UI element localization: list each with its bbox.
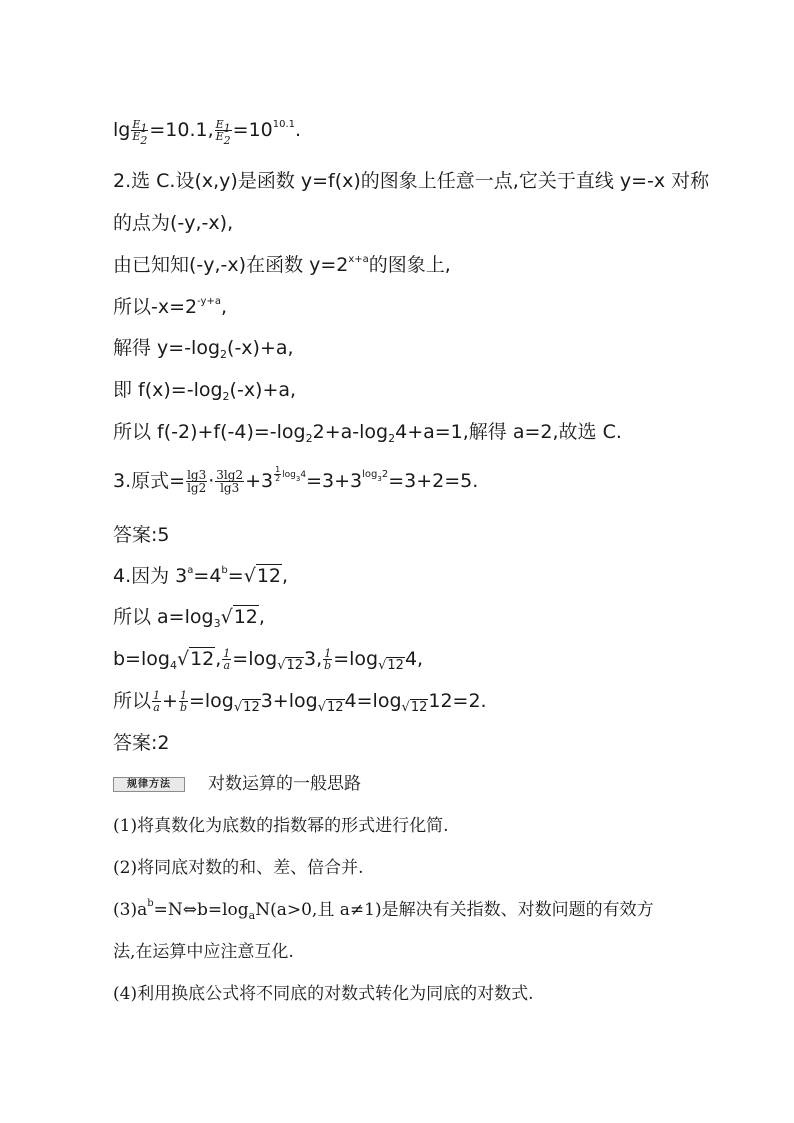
denominator: b: [179, 701, 187, 714]
text: 所以: [113, 690, 152, 712]
sqrt: √12: [243, 565, 281, 587]
numerator: 1: [223, 647, 231, 660]
text: 4: [300, 470, 307, 480]
subscript: 2: [388, 432, 396, 445]
text: =3+3: [306, 470, 363, 492]
fraction-1-a: [152, 690, 161, 713]
exponent: 10.1: [272, 119, 296, 130]
method-badge-label: 规律方法: [113, 777, 185, 792]
radicand: 12: [190, 648, 215, 670]
text: 所以 f(-2)+f(-4)=-log: [113, 421, 306, 443]
text: N(a>0,且 a≠1)是解决有关指数、对数问题的有效方: [255, 900, 654, 920]
text: 3,: [304, 648, 323, 670]
text: ,: [220, 296, 228, 318]
text: (-x)+a,: [229, 379, 297, 401]
numerator: E: [132, 118, 141, 131]
text: 2+a-log: [312, 421, 389, 443]
subscript: a: [248, 909, 256, 922]
denominator: lg2: [187, 481, 207, 495]
text: (3)a: [113, 900, 148, 920]
solution-4-line-3: [113, 647, 423, 671]
text: 4.因为 3: [113, 565, 188, 587]
text: 3+log: [260, 690, 318, 712]
text: =log: [333, 648, 379, 670]
numerator: E: [215, 118, 224, 131]
text: =log: [188, 690, 234, 712]
exponent: -y+a: [197, 296, 221, 307]
dot: ·: [208, 470, 215, 492]
numerator: 1: [179, 689, 187, 702]
text: (-x)+a,: [227, 337, 294, 359]
tip-heading: 对数运算的一般思路: [208, 774, 361, 794]
equation-text: =10: [232, 119, 273, 141]
sqrt-subscript: √12: [233, 700, 260, 715]
lg-text: lg: [113, 119, 131, 141]
text: 3.原式=: [113, 470, 186, 492]
subscript: 2: [305, 432, 313, 445]
text: +: [162, 690, 178, 712]
answer-1: 答案:5: [113, 524, 170, 546]
radicand: 12: [387, 658, 404, 673]
radicand: 12: [410, 700, 428, 715]
text: 4+a=1,解得 a=2,故选 C.: [395, 421, 622, 443]
subscript: 1: [223, 122, 231, 135]
text: 所以-x=2: [113, 296, 198, 318]
solution-3-line: [113, 466, 478, 494]
numerator: 3lg2: [216, 468, 244, 482]
exponent: b: [147, 898, 154, 909]
radicand: 12: [286, 658, 304, 673]
denominator: E: [132, 130, 141, 143]
subscript: 3: [213, 617, 221, 630]
exponent: [362, 469, 389, 483]
fraction-3lg2-lg3: [215, 469, 244, 494]
fraction-half: [274, 466, 281, 483]
radicand: 12: [256, 565, 281, 587]
solution-4-line-2: [113, 605, 265, 629]
sqrt-subscript: √12: [317, 700, 344, 715]
text: =log: [232, 648, 278, 670]
denominator: lg3: [215, 481, 244, 494]
text: =N⇔b=log: [153, 900, 249, 920]
radicand: 12: [327, 700, 344, 715]
solution-2-line-3: [113, 253, 451, 277]
text: 所以 a=log: [113, 606, 214, 628]
text: ,: [258, 606, 265, 628]
tip-point-1: (1)将真数化为底数的指数幂的形式进行化简.: [113, 816, 449, 836]
method-badge: [113, 776, 187, 792]
tip-point-3: [113, 898, 654, 922]
sqrt-subscript: √12: [378, 658, 404, 673]
numerator: 1: [324, 647, 332, 660]
fraction-1-b: [323, 648, 332, 671]
text: 12=2.: [428, 690, 487, 712]
tip-point-4: (4)利用换底公式将不同底的对数式转化为同底的对数式.: [113, 984, 534, 1004]
tip-point-2: (2)将同底对数的和、差、倍合并.: [113, 858, 364, 878]
text: 解得 y=-log: [113, 337, 221, 359]
fraction-e1-e2: [131, 118, 148, 147]
numerator: lg3: [187, 468, 207, 482]
solution-2-line-2: 的点为(-y,-x),: [113, 212, 234, 234]
sqrt-subscript: √12: [277, 658, 304, 673]
denominator: b: [324, 659, 332, 672]
text: log: [282, 470, 296, 480]
exponent: b: [221, 565, 228, 576]
text: ,: [215, 648, 222, 670]
solution-2-line-1: 2.选 C.设(x,y)是函数 y=f(x)的图象上任意一点,它关于直线 y=-x 对称: [113, 170, 710, 192]
text: 4=log: [344, 690, 402, 712]
text: 4,: [404, 648, 424, 670]
denominator: E: [215, 130, 224, 143]
numerator: 1: [275, 465, 281, 474]
denominator: a: [153, 701, 160, 714]
subscript: 1: [140, 122, 148, 135]
numerator: 1: [153, 689, 161, 702]
solution-2-line-7: [113, 420, 622, 444]
equation-text: .: [295, 119, 302, 141]
text: =: [227, 565, 244, 587]
sqrt: √12: [176, 648, 215, 670]
text: =4: [193, 565, 222, 587]
subscript: 2: [140, 134, 148, 147]
text: ,: [282, 565, 289, 587]
radicand: 12: [243, 700, 260, 715]
answer-2: 答案:2: [113, 732, 170, 754]
radicand: 12: [233, 606, 258, 628]
text: 即 f(x)=-log: [113, 379, 223, 401]
denominator: a: [223, 659, 231, 672]
sqrt-subscript: √12: [401, 700, 428, 715]
text: 3: [260, 470, 274, 492]
exponent: x+a: [348, 254, 369, 265]
solution-4-line-1: [113, 564, 288, 588]
fraction-e1-e2: [215, 118, 232, 147]
solution-2-line-5: [113, 336, 294, 360]
text: 2: [381, 469, 389, 480]
equation-text: =10.1,: [149, 119, 214, 141]
solution-2-line-6: [113, 378, 296, 402]
text: =3+2=5.: [388, 470, 479, 492]
text: b=log: [113, 648, 170, 670]
sqrt: √12: [220, 606, 258, 628]
subscript: 2: [223, 134, 231, 147]
fraction-1-a: [222, 648, 231, 671]
solution-4-line-4: [113, 689, 487, 713]
subscript: 2: [222, 390, 230, 403]
tip-point-3-cont: 法,在运算中应注意互化.: [113, 942, 294, 962]
fraction-1-b: [179, 690, 188, 713]
subscript: 2: [220, 348, 228, 361]
fraction-lg3-lg2: [186, 469, 207, 494]
subscript: 3: [377, 475, 382, 483]
equation-line-1: [113, 118, 302, 147]
text: log: [362, 469, 378, 480]
text: +: [245, 470, 261, 492]
text: 由已知知(-y,-x)在函数 y=2: [113, 254, 349, 276]
subscript: 4: [169, 659, 177, 672]
denominator: 2: [275, 474, 281, 483]
subscript: 3: [295, 475, 301, 483]
exponent: a: [187, 565, 194, 576]
exponent: [273, 465, 307, 483]
text: 的图象上,: [368, 254, 451, 276]
solution-2-line-4: [113, 295, 227, 319]
